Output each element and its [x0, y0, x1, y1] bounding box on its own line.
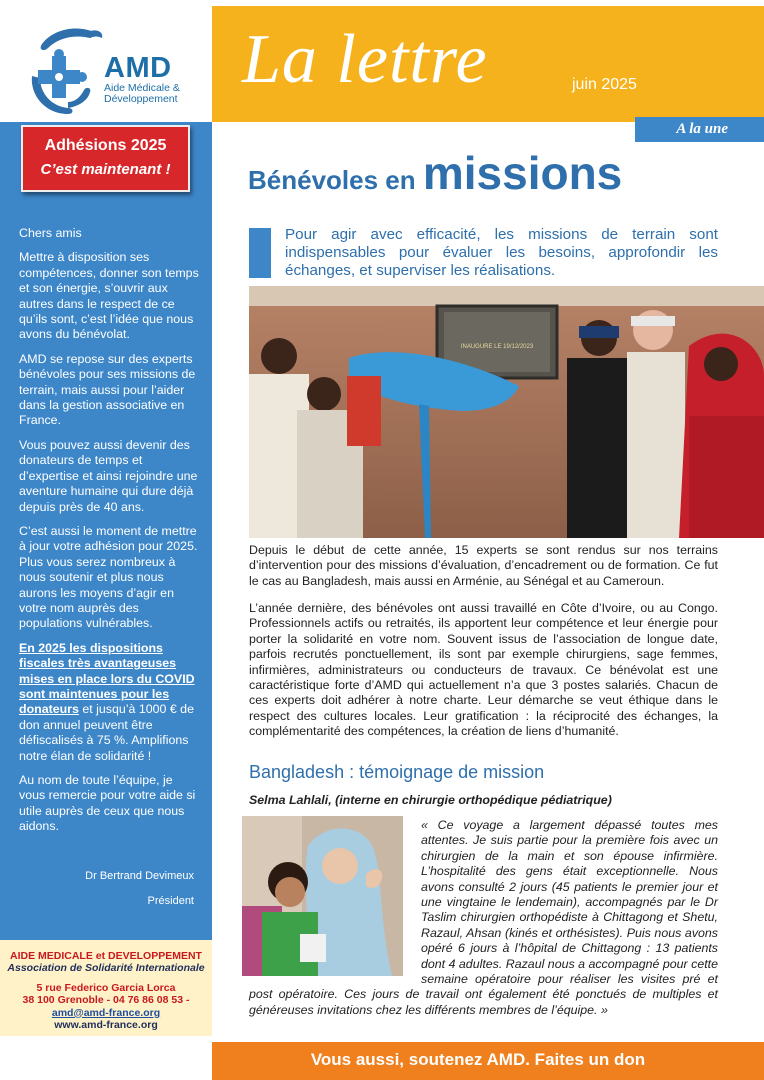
editorial-greeting: Chers amis	[19, 226, 82, 240]
masthead-title: La lettre	[242, 21, 488, 98]
testimony-photo	[242, 816, 403, 976]
editorial	[19, 226, 199, 844]
plaque-text: INAUGURE LE 19/12/2023	[460, 344, 534, 350]
testimony-quote-text: « Ce voyage a largement dépassé toutes mes attentes. Je suis partie pour la première fois avec un chirurgien de la main et son épouse infirmière. L’hospitalité des gens était exceptionnelle. Nous avons consulté 2 jours (45 patients le premier jour et une vingtaine le lendemain), accompagnés par le Dr Taslim chirurgien orthopédiste à Chittagong et Shetu, Razaul, Ahsan (kinés et orthésistes). Puis nous avons opéré 6 jours à l’hôpital de Chittagong : 13 patients dont 4 adultes. Razaul nous a accompagné pour cette semaine opératoire pour réaliser les visites pré et post opératoire. Ces jours de travail ont également été ponctués de multiples et généreuses invitations chez les différents membres de l’équipe. »	[249, 818, 718, 1017]
editorial-paragraph: AMD se repose sur des experts bénévoles pour ses missions de terrain, mais aussi pour l’aider dans la gestion associative en France.	[19, 351, 196, 428]
website-link[interactable]: www.amd-france.org	[54, 1019, 158, 1032]
lead-accent-bar	[249, 228, 271, 278]
email-link[interactable]: amd@amd-france.org	[51, 1006, 161, 1019]
org-description: Association de Solidarité Internationale	[7, 962, 205, 975]
signature-name: Dr Bertrand Devimeux	[85, 870, 194, 882]
editorial-paragraph: Au nom de toute l’équipe, je vous remercie pour votre aide si utile auprès de ceux que nous aidons.	[19, 773, 196, 834]
adhesion-subtitle: C’est maintenant !	[40, 161, 171, 178]
inauguration-photo	[249, 286, 764, 538]
logo-name: AMD	[104, 52, 172, 84]
section-title: Bangladesh : témoignage de mission	[249, 762, 545, 782]
headline-prefix: Bénévoles en	[248, 165, 423, 195]
tax-rest: et jusqu’à 1000 € de don annuel peuvent être défiscalisés à 75 %. Amplifions notre élan de solidarité !	[19, 702, 194, 763]
logo-subtitle-line2: Développement	[104, 93, 178, 105]
sidebar	[0, 122, 212, 940]
editorial-paragraph: Vous pouvez aussi devenir des donateurs de temps et d’expertise et ainsi rejoindre une aventure humaine qui dure déjà depuis près de 40 ans.	[19, 437, 198, 514]
signature-role: Président	[147, 895, 194, 907]
editorial-paragraph: C’est aussi le moment de mettre à jour votre adhésion pour 2025. Plus vous serez nombreux à nous soutenir et plus nous aurons les moyens d’agir en votre nom auprès des populations vulnérables.	[19, 523, 198, 631]
article-lead: Pour agir avec efficacité, les missions de terrain sont indispensables pour évaluer les besoins, approfondir les échanges, et superviser les réalisations.	[285, 226, 718, 279]
article-paragraph: Depuis le début de cette année, 15 experts se sont rendus sur nos terrains d’intervention pour des missions d’évaluation, d’encadrement ou de formation. Ce fut le cas au Bangladesh, mais aussi en Arménie, au Sénégal et au Cameroun.	[249, 543, 718, 588]
amd-logo-icon	[28, 26, 110, 118]
address-block	[0, 940, 212, 1036]
editorial-paragraph-tax	[19, 641, 199, 764]
testimony-author: Selma Lahlali, (interne en chirurgie orthopédique pédiatrique)	[249, 793, 612, 807]
logo-subtitle	[104, 83, 180, 105]
street-address: 5 rue Federico Garcia Lorca	[36, 981, 176, 994]
adhesion-title: Adhésions 2025	[44, 137, 167, 154]
logo	[0, 0, 212, 122]
editorial-paragraph: Mettre à disposition ses compétences, donner son temps et son énergie, s’ouvrir aux autres dans le respect de ce qu’ils sont, c’est l’idée que nous avons du bénévolat.	[19, 250, 199, 342]
donate-banner[interactable]: Vous aussi, soutenez AMD. Faites un don	[212, 1042, 764, 1080]
section-tag: A la une	[635, 117, 764, 142]
org-name: AIDE MEDICALE et DEVELOPPEMENT	[10, 950, 202, 962]
headline-main: missions	[422, 147, 623, 199]
article-paragraph: L’année dernière, des bénévoles ont aussi travaillé en Côte d’Ivoire, ou au Congo. Professionnels actifs ou retraités, ils apportent leur compétence et leur énergie pour porter la solidarité en votre nom. Souvent issus de l’association de longue date, parfois recrutés ponctuellement, ils sont par exemple chirurgiens, sage femmes, infirmières, administrateurs ou conducteurs de travaux. Ce bénévolat est une caractéristique forte d’AMD qui actuellement n’a que 3 postes salariés. Chacun de ces experts doit adhérer à notre charte. Leur démarche se veut éthique dans le respect des cultures locales. Leur gratification : la réciprocité des échanges, la complémentarité des compétences, la création de liens d’humanité.	[249, 601, 718, 739]
issue-date: juin 2025	[572, 76, 637, 93]
logo-subtitle-line1: Aide Médicale &	[104, 82, 180, 94]
city-phone: 38 100 Grenoble - 04 76 86 08 53 -	[22, 994, 190, 1007]
adhesion-banner[interactable]	[21, 125, 190, 192]
article-headline	[248, 146, 622, 200]
tax-highlight: En 2025 les dispositions fiscales très avantageuses mises en place lors du COVID sont maintenues pour les donateurs	[19, 640, 195, 717]
header-band	[212, 6, 764, 122]
